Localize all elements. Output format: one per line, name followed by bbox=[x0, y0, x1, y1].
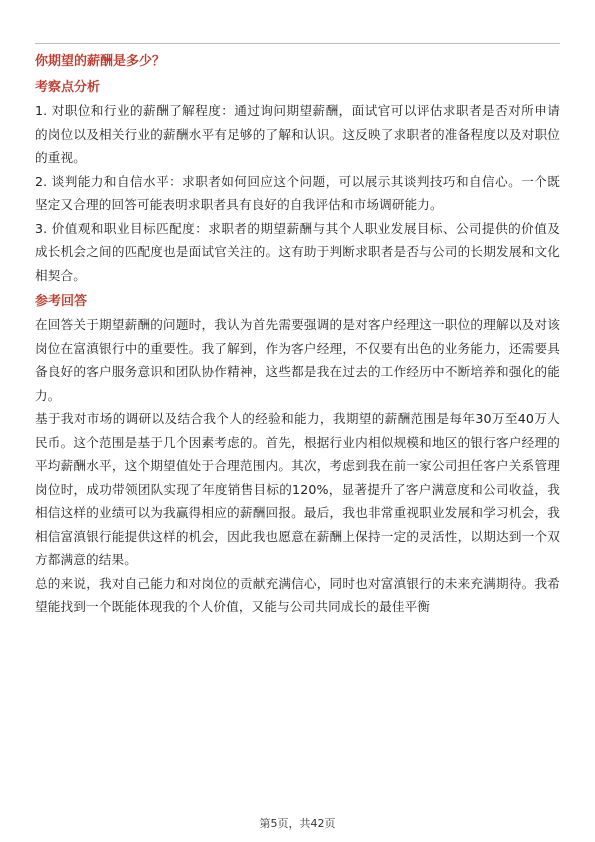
analysis-point: 3. 价值观和职业目标匹配度：求职者的期望薪酬与其个人职业发展目标、公司提供的价值及成长机会之间的匹配度也是面试官关注的。这有助于判断求职者是否与公司的长期发展和文化相契合。 bbox=[35, 220, 560, 283]
page-number: 第5页，共42页 bbox=[259, 817, 336, 830]
analysis-heading: 考察点分析 bbox=[35, 80, 101, 95]
answer-paragraph: 在回答关于期望薪酬的问题时，我认为首先需要强调的是对客户经理这一职位的理解以及对该岗位在富滇银行中的重要性。我了解到，作为客户经理，不仅要有出色的业务能力，还需要具备良好的客户服务意识和团队协作精神，这些都是我在过去的工作经历中不断培养和强化的能力。 bbox=[35, 317, 560, 403]
page-content bbox=[35, 51, 560, 619]
question-title: 你期望的薪酬是多少？ bbox=[35, 54, 166, 69]
answer-paragraph: 总的来说，我对自己能力和对岗位的贡献充满信心，同时也对富滇银行的未来充满期待。我希望能找到一个既能体现我的个人价值，又能与公司共同成长的最佳平衡 bbox=[35, 575, 560, 614]
answer-paragraph: 基于我对市场的调研以及结合我个人的经验和能力，我期望的薪酬范围是每年30万至40万人民币。这个范围是基于几个因素考虑的。首先，根据行业内相似规模和地区的银行客户经理的平均薪酬水平，这个期望值处于合理范围内。其次，考虑到我在前一家公司担任客户关系管理岗位时，成功带领团队实现了年度销售目标的120%，显著提升了客户满意度和公司收益，我相信这样的业绩可以为我赢得相应的薪酬回报。最后，我也非常重视职业发展和学习机会，我相信富滇银行能提供这样的机会，因此我也愿意在薪酬上保持一定的灵活性，以期达到一个双方都满意的结果。 bbox=[35, 411, 560, 567]
analysis-point: 1. 对职位和行业的薪酬了解程度：通过询问期望薪酬，面试官可以评估求职者是否对所申请的岗位以及相关行业的薪酬水平有足够的了解和认识。这反映了求职者的准备程度以及对职位的重视。 bbox=[35, 103, 560, 165]
reference-answer-heading: 参考回答 bbox=[35, 294, 88, 309]
analysis-point: 2. 谈判能力和自信水平：求职者如何回应这个问题，可以展示其谈判技巧和自信心。一个既坚定又合理的回答可能表明求职者具有良好的自我评估和市场调研能力。 bbox=[35, 173, 560, 212]
header-divider bbox=[35, 43, 560, 44]
